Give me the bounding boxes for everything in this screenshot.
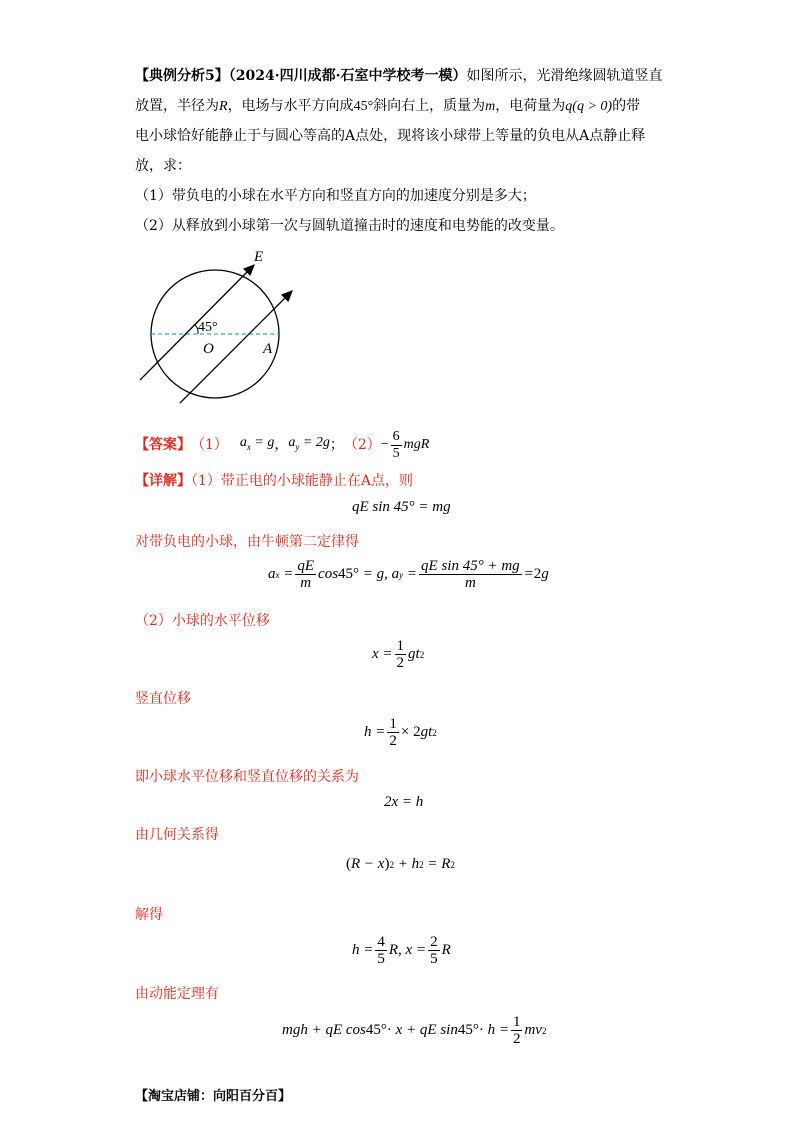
problem-text: 的带 bbox=[612, 98, 641, 114]
solution-line-3: （2）小球的水平位移 bbox=[135, 613, 270, 629]
answer-semicolon: ； bbox=[329, 437, 344, 453]
answer-ax: $a_x = g$ bbox=[239, 435, 275, 452]
equation-1: qE sin 45° = mg bbox=[352, 499, 451, 515]
equation-8: mgh + qE cos 45°· x + qE sin 45°· h = $\frac{1}{2}$ mv 2 bbox=[282, 1014, 547, 1047]
question-1: （1）带负电的小球在水平方向和竖直方向的加速度分别是多大； bbox=[135, 188, 536, 204]
problem-line-2 bbox=[135, 96, 640, 117]
answer-energy: − $\frac{6}{5}$ mgR bbox=[380, 428, 430, 461]
answer-ay: $a_y = 2g$ bbox=[288, 435, 330, 452]
answer-part-2: （2） bbox=[343, 437, 381, 453]
equation-3: x = $\frac{1}{2}$ gt 2 bbox=[372, 638, 425, 671]
problem-line-1 bbox=[135, 66, 662, 86]
problem-intro: 如图所示，光滑绝缘圆轨道竖直 bbox=[466, 68, 663, 84]
problem-title: 【典例分析5】（2024·四川成都·石室中学校考一模） bbox=[135, 68, 467, 84]
field-line-lower bbox=[180, 291, 292, 403]
angle-value: 45° bbox=[353, 99, 374, 114]
symbol-q: q(q > 0) bbox=[565, 99, 613, 114]
solution-line-1 bbox=[135, 471, 413, 491]
solution-line-6: 由几何关系得 bbox=[135, 827, 219, 843]
label-A: A bbox=[263, 341, 273, 357]
symbol-R: R bbox=[219, 99, 228, 114]
circle-diagram bbox=[130, 245, 320, 410]
problem-line-3: 电小球恰好能静止于与圆心等高的A点处，现将该小球带上等量的负电从A点静止释 bbox=[135, 128, 646, 144]
label-E: E bbox=[254, 249, 264, 265]
solution-line-7: 解得 bbox=[135, 907, 163, 923]
equation-6: ( R − x ) 2 + h 2 = R 2 bbox=[346, 856, 455, 872]
solution-tag: 【详解】 bbox=[135, 473, 191, 489]
answer-part-1: （1） bbox=[191, 437, 228, 453]
field-line-upper bbox=[140, 265, 254, 380]
problem-line-4: 放，求： bbox=[135, 158, 191, 174]
label-angle: 45° bbox=[198, 320, 218, 335]
label-O: O bbox=[203, 341, 214, 357]
problem-text: ，电场与水平方向成 bbox=[227, 98, 354, 114]
answer-comma: ， bbox=[274, 437, 289, 453]
solution-text: （1）带正电的小球能静止在A点，则 bbox=[191, 473, 414, 489]
equation-2: a x = $\frac{qE}{m}$ cos 45° = g, a y = $\frac{\text{qE sin 45° + mg}}{m}$ = 2 g bbox=[268, 558, 549, 591]
solution-line-4: 竖直位移 bbox=[135, 691, 191, 707]
answer-tag: 【答案】 bbox=[135, 437, 191, 453]
problem-text: 斜向右上，质量为 bbox=[373, 98, 486, 114]
solution-line-2: 对带负电的小球，由牛顿第二定律得 bbox=[135, 534, 359, 550]
answer-line bbox=[135, 430, 429, 460]
equation-4: h = $\frac{1}{2}$ × 2 gt 2 bbox=[364, 716, 437, 749]
equation-5: 2x = h bbox=[384, 794, 424, 810]
problem-text: 放置，半径为 bbox=[135, 98, 219, 114]
solution-line-5: 即小球水平位移和竖直位移的关系为 bbox=[135, 769, 359, 785]
equation-7: h = $\frac{4}{5}$ R, x = $\frac{2}{5}$ R bbox=[352, 934, 451, 967]
footer-shop: 【淘宝店铺：向阳百分百】 bbox=[135, 1089, 292, 1104]
problem-text: ，电荷量为 bbox=[495, 98, 566, 114]
symbol-m: m bbox=[485, 99, 496, 114]
question-2: （2）从释放到小球第一次与圆轨道撞击时的速度和电势能的改变量。 bbox=[135, 218, 564, 234]
solution-line-8: 由动能定理有 bbox=[135, 986, 219, 1002]
